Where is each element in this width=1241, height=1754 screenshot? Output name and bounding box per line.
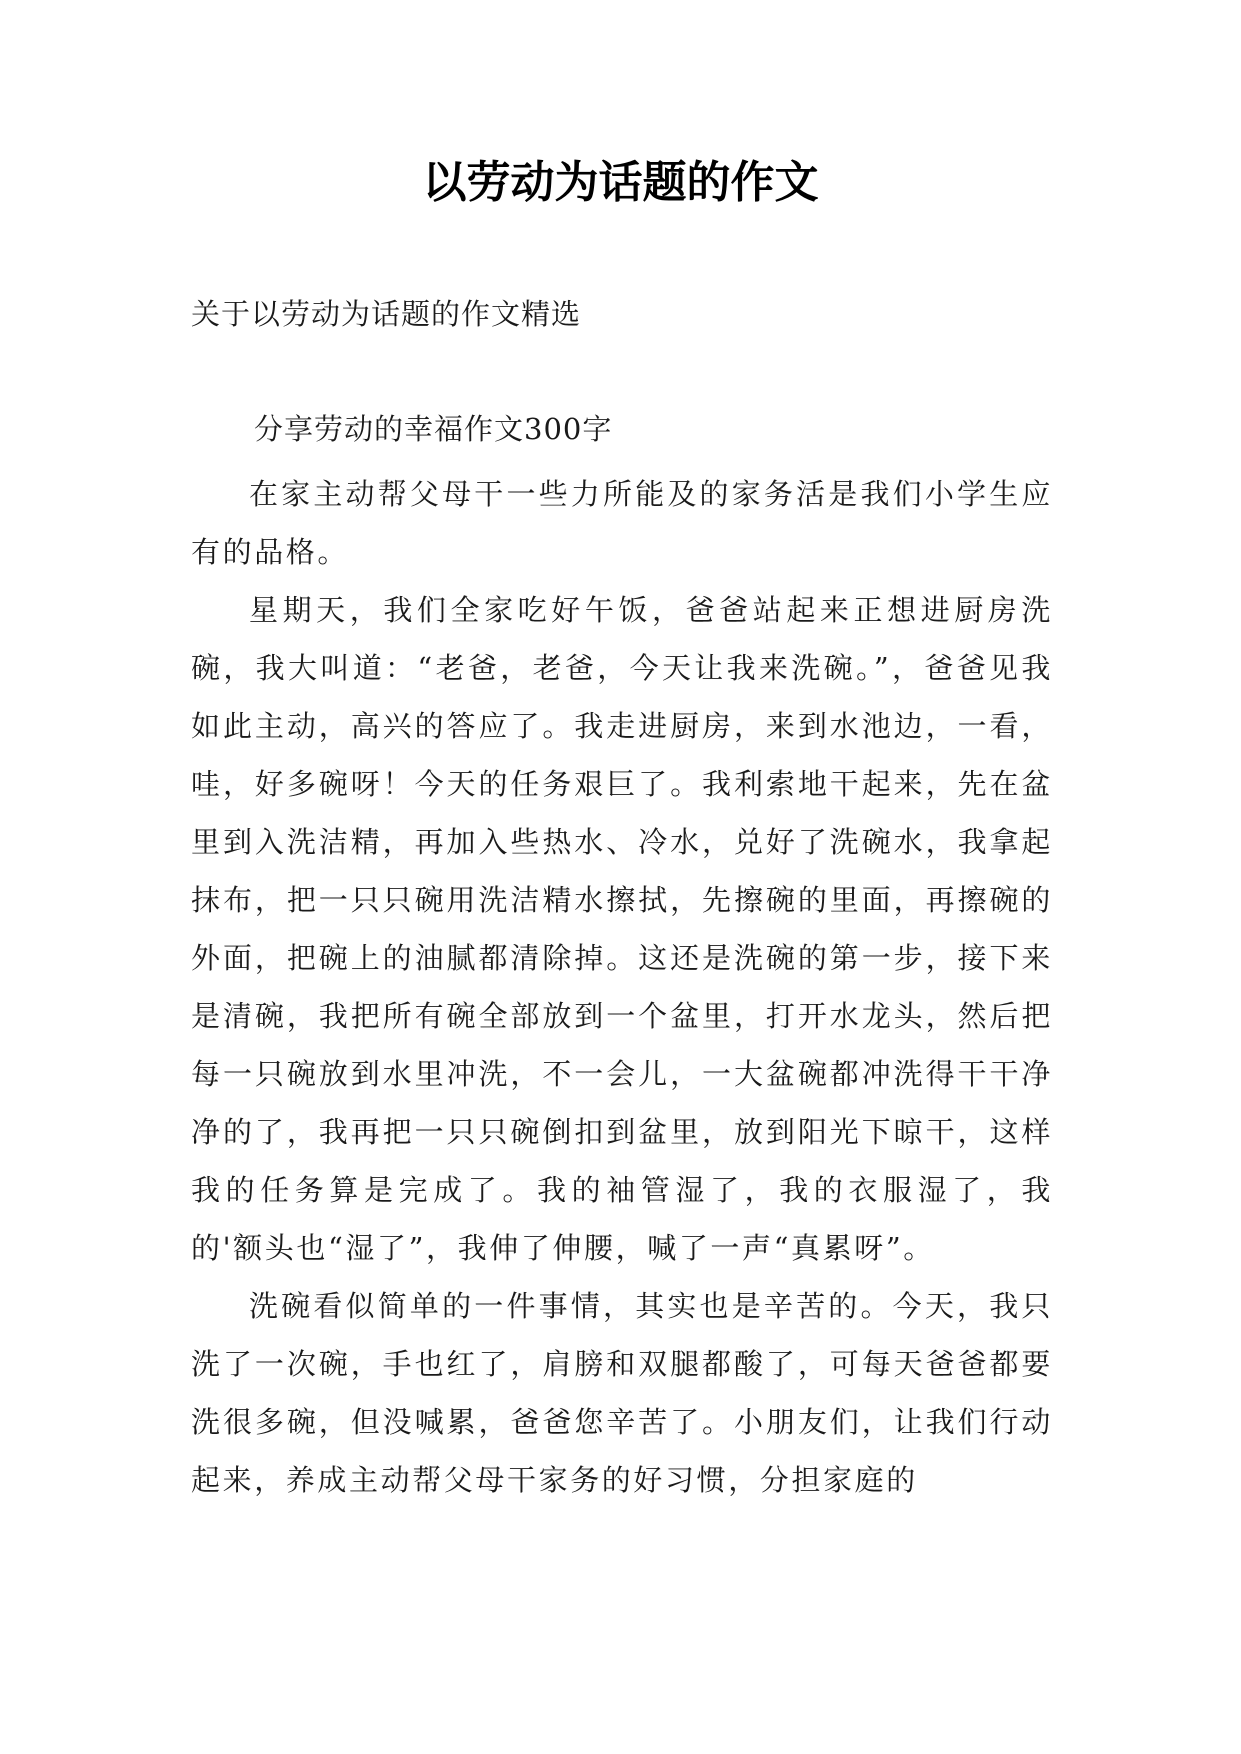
essay-paragraph: 在家主动帮父母干一些力所能及的家务活是我们小学生应有的品格。: [191, 477, 1053, 569]
section-heading: 分享劳动的幸福作文300字: [254, 412, 613, 446]
essay-body: [191, 465, 1053, 1509]
document-subtitle: 关于以劳动为话题的作文精选: [191, 297, 582, 331]
essay-paragraph: 星期天，我们全家吃好午饭，爸爸站起来正想进厨房洗碗，我大叫道：“老爸，老爸，今天让我来洗碗。”，爸爸见我如此主动，高兴的答应了。我走进厨房，来到水池边，一看，哇，好多碗呀！今天的任务艰巨了。我利索地干起来，先在盆里到入洗洁精，再加入些热水、冷水，兑好了洗碗水，我拿起抹布，把一只只碗用洗洁精水擦拭，先擦碗的里面，再擦碗的外面，把碗上的油腻都清除掉。这还是洗碗的第一步，接下来是清碗，我把所有碗全部放到一个盆里，打开水龙头，然后把每一只碗放到水里冲洗，不一会儿，一大盆碗都冲洗得干干净净的了，我再把一只只碗倒扣到盆里，放到阳光下晾干，这样我的任务算是完成了。我的袖管湿了，我的衣服湿了，我的'额头也“湿了”，我伸了伸腰，喊了一声“真累呀”。: [191, 593, 1053, 1265]
document-title: 以劳动为话题的作文: [422, 157, 819, 208]
essay-paragraph: 洗碗看似简单的一件事情，其实也是辛苦的。今天，我只洗了一次碗，手也红了，肩膀和双腿都酸了，可每天爸爸都要洗很多碗，但没喊累，爸爸您辛苦了。小朋友们，让我们行动起来，养成主动帮父母干家务的好习惯，分担家庭的: [191, 1289, 1053, 1497]
